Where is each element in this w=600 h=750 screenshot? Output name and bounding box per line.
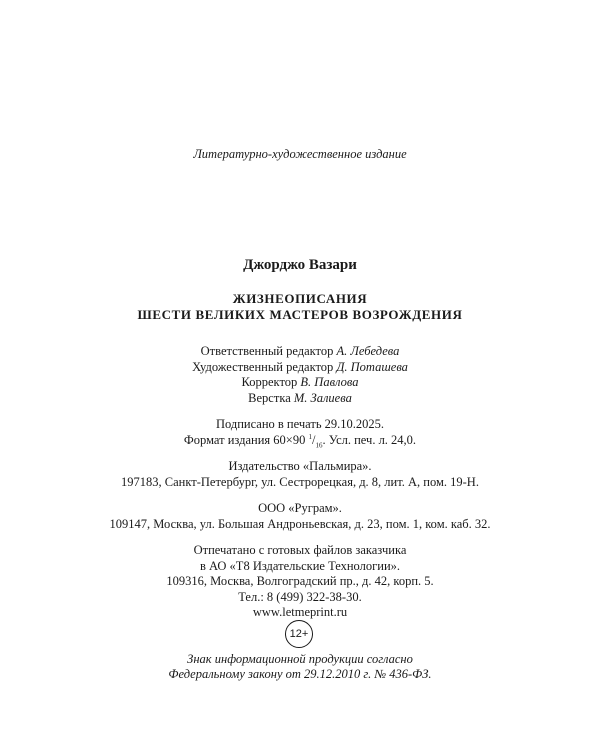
staff-name: Д. Поташева (336, 359, 408, 374)
staff-role: Художественный редактор (192, 359, 334, 374)
age-notice-line-1: Знак информационной продукции согласно (187, 652, 413, 666)
publisher-address: 197183, Санкт-Петербург, ул. Сестрорецкая, д. 8, лит. А, пом. 19-Н. (121, 474, 479, 489)
book-title-line-1: ЖИЗНЕОПИСАНИЯ (232, 291, 368, 306)
age-notice-line-2: Федеральному закону от 29.12.2010 г. № 436-ФЗ. (168, 667, 432, 681)
signed-date: Подписано в печать 29.10.2025. (215, 417, 385, 431)
staff-list (0, 344, 600, 406)
printer-website: www.letmeprint.ru (252, 605, 348, 619)
company-address: 109147, Москва, ул. Большая Андроньевская, д. 23, пом. 1, ком. каб. 32. (109, 516, 491, 531)
staff-row-art-editor (0, 360, 600, 376)
staff-role: Корректор (241, 375, 298, 389)
printer-line-1: Отпечатано с готовых файлов заказчика (193, 543, 407, 557)
edition-type: Литературно-художественное издание (193, 147, 407, 161)
format-denominator: 16 (315, 441, 323, 449)
printer-address: 109316, Москва, Волгоградский пр., д. 42, корп. 5. (166, 574, 434, 588)
format-suffix: . Усл. печ. л. 24,0. (322, 432, 417, 447)
format-prefix: Формат издания 60×90 (183, 432, 306, 447)
format-numerator: 1 (308, 432, 312, 441)
staff-role: Верстка (248, 390, 291, 405)
staff-role: Ответственный редактор (200, 344, 334, 358)
company-block (0, 501, 600, 532)
staff-name: М. Залиева (293, 390, 352, 405)
printer-phone: Тел.: 8 (499) 322-38-30. (238, 589, 362, 604)
imprint-details (0, 344, 600, 621)
author-name: Джорджо Вазари (243, 257, 357, 273)
staff-name: В. Павлова (300, 375, 359, 389)
book-title-line-2: ШЕСТИ ВЕЛИКИХ МАСТЕРОВ ВОЗРОЖДЕНИЯ (137, 307, 463, 322)
staff-name: А. Лебедева (336, 344, 400, 358)
print-format: Формат издания 60×90 $^1/_{16}$. Усл. печ. л. 24,0. (183, 432, 417, 449)
printer-line-2: в АО «Т8 Издательские Технологии». (199, 558, 401, 573)
company-name: ООО «Руграм». (258, 501, 342, 515)
staff-row-proofreader (0, 375, 600, 391)
publisher-name: Издательство «Пальмира». (228, 459, 372, 473)
print-info (0, 417, 600, 448)
staff-row-chief-editor (0, 344, 600, 360)
age-rating-text: 12+ (289, 628, 309, 640)
printer-block (0, 543, 600, 621)
staff-row-layout (0, 391, 600, 407)
age-rating-badge (285, 620, 313, 648)
publisher-block (0, 459, 600, 490)
